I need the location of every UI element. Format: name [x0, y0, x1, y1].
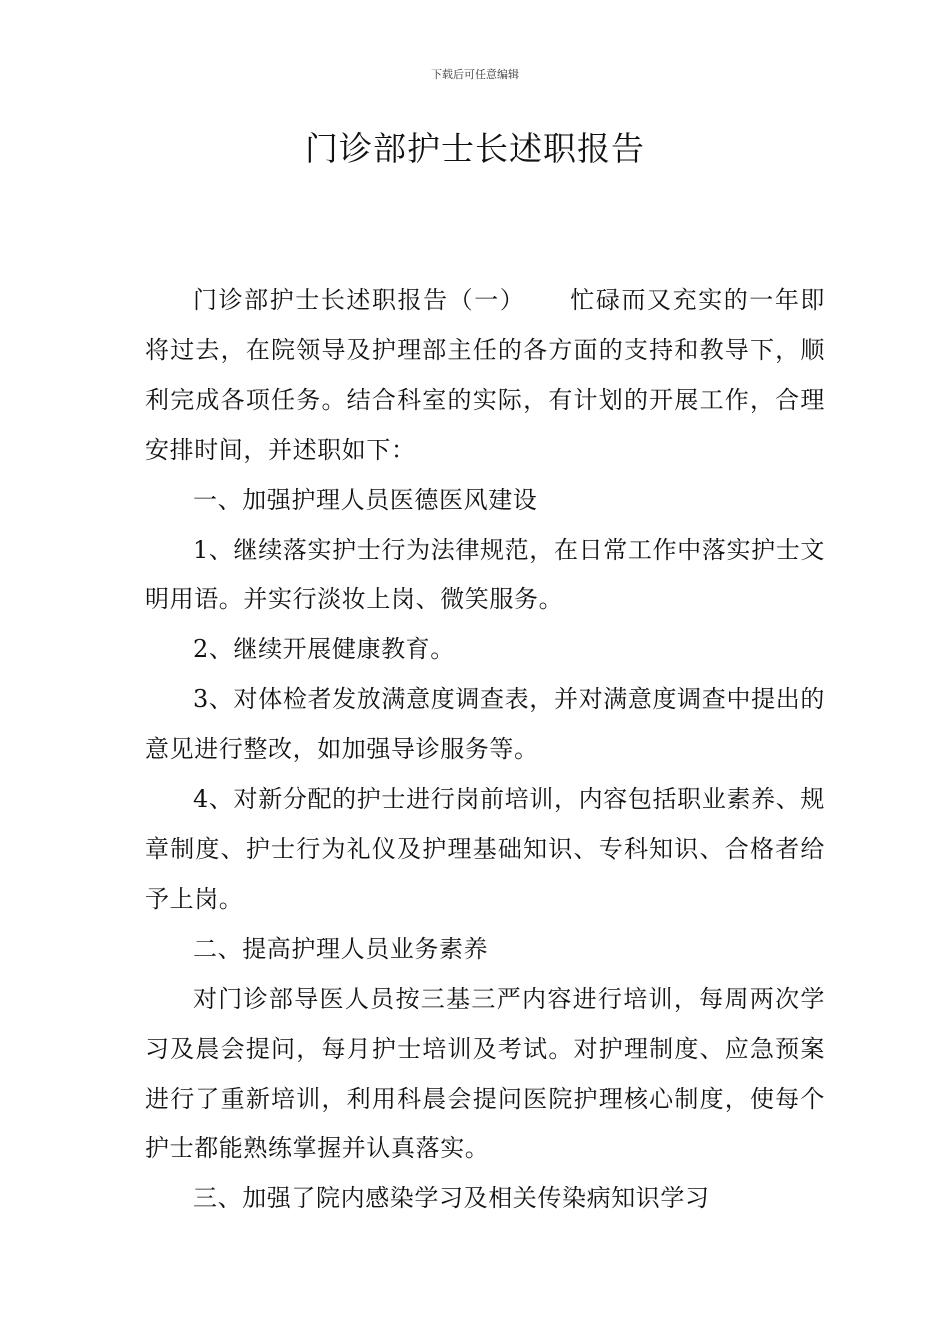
section-2-paragraph: 对门诊部导医人员按三基三严内容进行培训，每周两次学习及晨会提问，每月护士培训及考试。对护理制度、应急预案进行了重新培训，利用科晨会提问医院护理核心制度，使每个护士都能熟练掌握并认真落实。 [145, 984, 825, 1163]
document-body [145, 276, 825, 1224]
section-heading-3: 三、加强了院内感染学习及相关传染病知识学习 [193, 1184, 710, 1213]
list-item-1: 1、继续落实护士行为法律规范，在日常工作中落实护士文明用语。并实行淡妆上岗、微笑服务。 [145, 535, 825, 614]
intro-text: 忙碌而又充实的一年即将过去，在院领导及护理部主任的各方面的支持和教导下，顺利完成各项任务。结合科室的实际，有计划的开展工作，合理安排时间，并述职如下： [145, 286, 825, 464]
section-heading-2: 二、提高护理人员业务素养 [193, 934, 489, 963]
list-item-3: 3、对体检者发放满意度调查表，并对满意度调查中提出的意见进行整改，如加强导诊服务等。 [145, 685, 825, 764]
list-item-4: 4、对新分配的护士进行岗前培训，内容包括职业素养、规章制度、护士行为礼仪及护理基础知识、专科知识、合格者给予上岗。 [145, 785, 825, 913]
intro-paragraph [145, 276, 825, 476]
header-note: 下载后可任意编辑 [431, 68, 519, 81]
list-item-2: 2、继续开展健康教育。 [193, 635, 455, 664]
document-title: 门诊部护士长述职报告 [305, 129, 645, 168]
intro-heading: 门诊部护士长述职报告（一） [193, 286, 526, 314]
section-heading-1: 一、加强护理人员医德医风建设 [193, 485, 538, 514]
